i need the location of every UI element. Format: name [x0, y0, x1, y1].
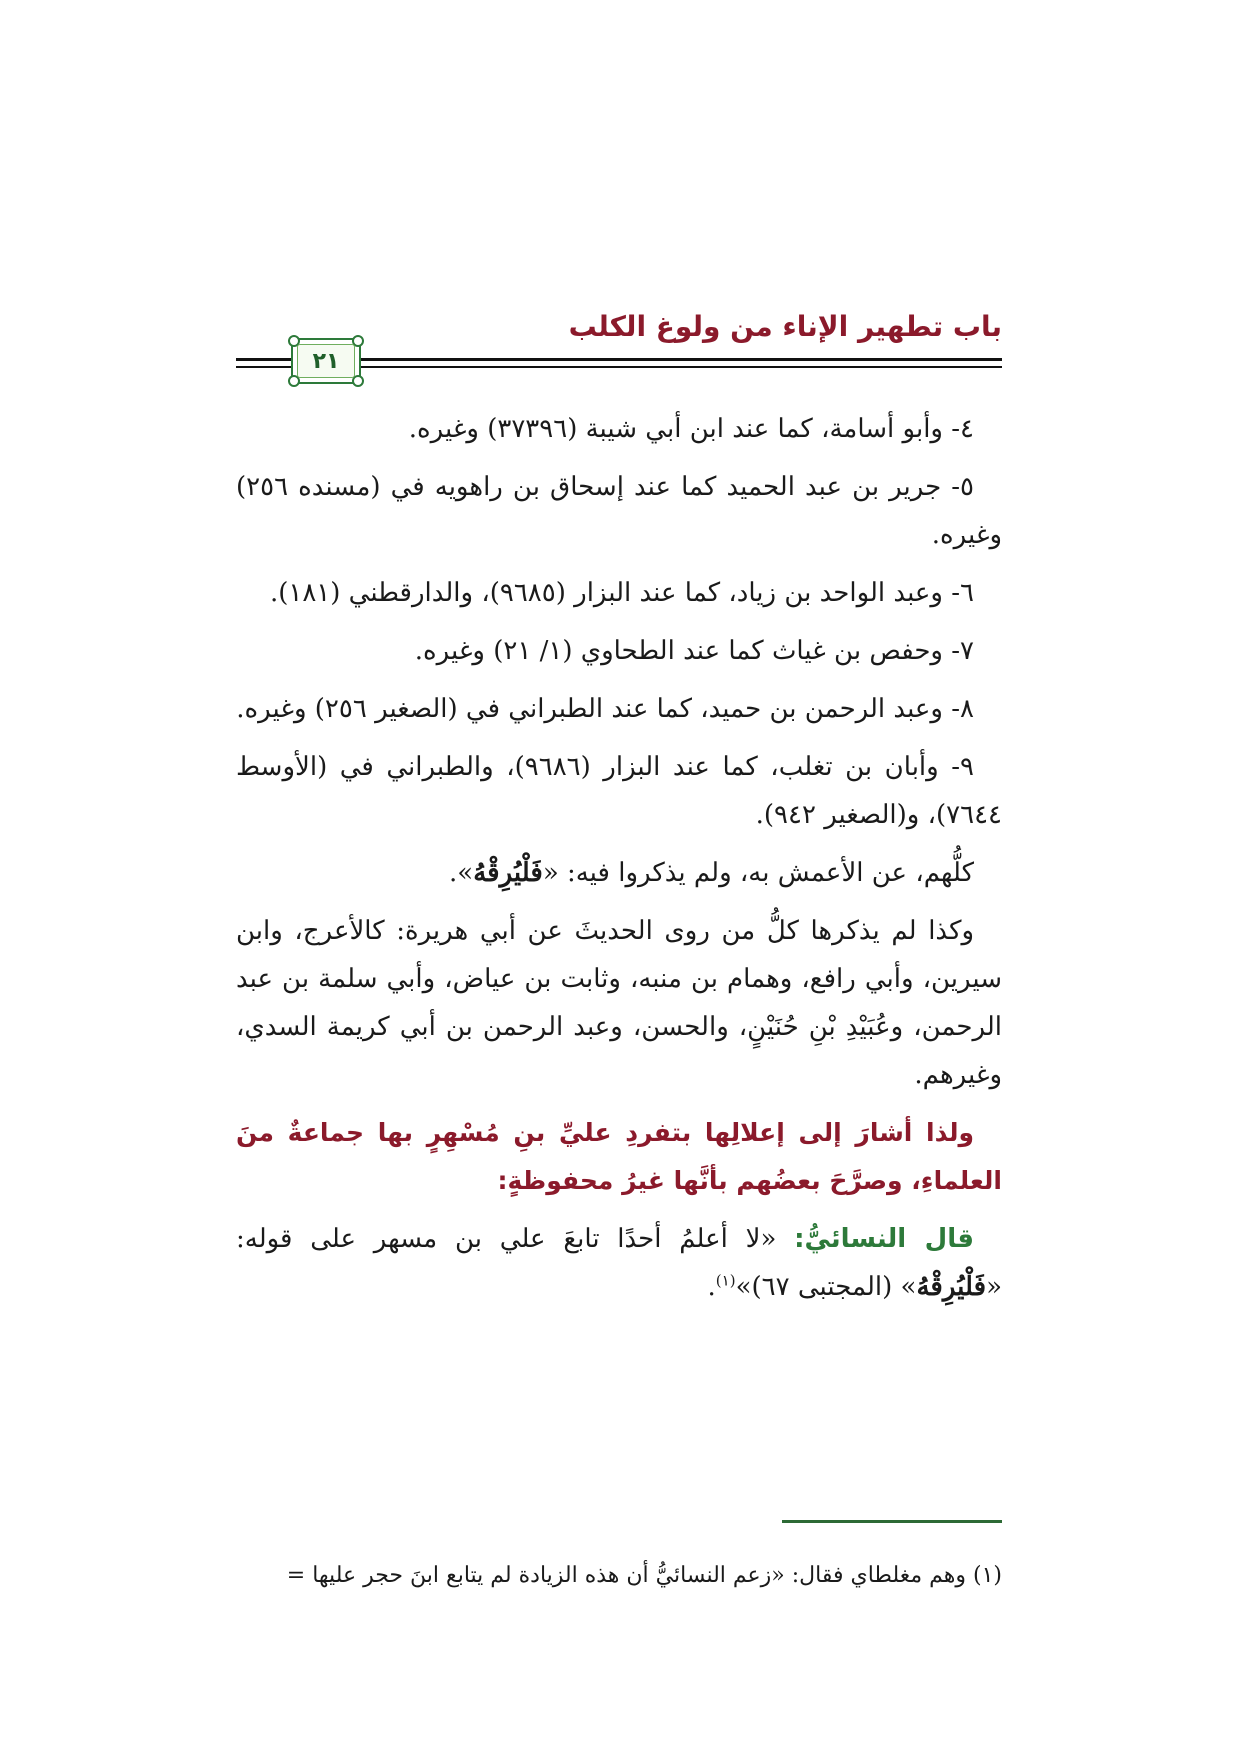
page-header: [236, 300, 1002, 390]
footnote-ref[interactable]: (١): [715, 1271, 736, 1290]
quote-dot: .: [707, 1272, 716, 1302]
paragraph-item-9: ٩- وأبان بن تغلب، كما عند البزار (٩٦٨٦)، والطبراني في (الأوسط ٧٦٤٤)، و(الصغير ٩٤٢).: [236, 752, 1002, 830]
paragraph-item-5: ٥- جرير بن عبد الحميد كما عند إسحاق بن راهويه في (مسنده ٢٥٦) وغيره.: [236, 472, 1002, 550]
paragraph-item-7: ٧- وحفص بن غياث كما عند الطحاوي (١/ ٢١) وغيره.: [414, 636, 974, 666]
paragraph-quote: [236, 1215, 1002, 1311]
paragraph-item-4: ٤- وأبو أسامة، كما عند ابن أبي شيبة (٣٧٣٩٦) وغيره.: [408, 414, 974, 444]
quoted-word: فَلْيُرِقْهُ: [916, 1272, 987, 1302]
chapter-title: باب تطهير الإناء من ولوغ الكلب: [568, 310, 1002, 343]
page-number: ٢١: [312, 348, 340, 374]
paragraph-item-8: ٨- وعبد الرحمن بن حميد، كما عند الطبراني في (الصغير ٢٥٦) وغيره.: [236, 694, 974, 724]
quote-end: » (المجتبى ٦٧)»: [735, 1272, 917, 1302]
quoted-word: فَلْيُرِقْهُ: [473, 858, 543, 888]
page-number-frame: [297, 344, 355, 378]
footnote: (١) وهم مغلطاي فقال: «زعم النسائيُّ أن هذه الزيادة لم يتابع ابنَ حجر عليها =: [286, 1563, 1002, 1588]
speaker-name: قال النسائيُّ:: [794, 1224, 975, 1254]
paragraph-narrators: وكذا لم يذكرها كلُّ من روى الحديثَ عن أبي هريرة: كالأعرج، وابن سيرين، وأبي رافع، وهمام بن منبه، وثابت بن عياض، وأبي سلمة بن عبد الرحمن، وعُبَيْدِ بْنِ حُنَيْنٍ، والحسن، وعبد الرحمن بن أبي كريمة السدي، وغيرهم.: [236, 916, 1002, 1090]
footnote-separator: [782, 1520, 1002, 1523]
summary-text: كلُّهم، عن الأعمش به، ولم يذكروا فيه: «: [542, 858, 974, 888]
paragraph-item-6: ٦- وعبد الواحد بن زياد، كما عند البزار (٩٦٨٥)، والدارقطني (١٨١).: [269, 578, 974, 608]
main-text: [236, 405, 1002, 1321]
page-number-badge: [291, 338, 361, 384]
quote-text: «لا أعلمُ أحدًا تابعَ علي بن مسهر على قوله: «: [236, 1224, 1002, 1302]
paragraph-summary: [236, 849, 1002, 897]
summary-end: ».: [449, 858, 474, 888]
paragraph-highlight: ولذا أشارَ إلى إعلالِها بتفردِ عليِّ بنِ مُسْهِرٍ بها جماعةٌ منَ العلماءِ، وصرَّحَ بعضُهم بأنَّها غيرُ محفوظةٍ:: [236, 1118, 1002, 1195]
